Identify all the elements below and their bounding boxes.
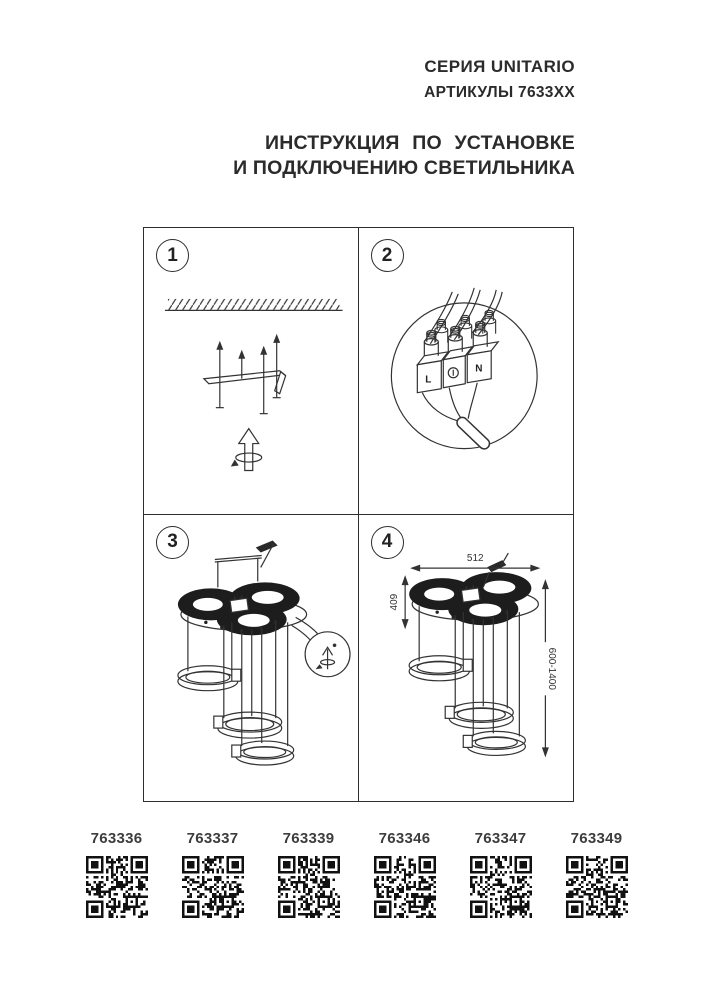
article-number: 763346 (378, 830, 431, 847)
qr-code (566, 856, 628, 918)
article-number: 763336 (90, 830, 143, 847)
qr-item (469, 830, 532, 918)
qr-code (86, 856, 148, 918)
series-name: СЕРИЯ UNITARIO (424, 57, 575, 76)
qr-item (565, 830, 628, 918)
qr-code (278, 856, 340, 918)
step-number: 1 (167, 244, 178, 266)
step-number-badge (156, 526, 189, 559)
cable-icon (422, 383, 484, 444)
instruction-grid (143, 227, 574, 802)
mounting-bracket-icon (204, 334, 286, 414)
qr-item (373, 830, 436, 918)
step-number-badge (371, 239, 404, 272)
qr-row (85, 830, 628, 918)
dimension-suspension-range (541, 579, 556, 757)
dimension-width (410, 553, 540, 572)
article-number: 763347 (474, 830, 527, 847)
chandelier-drawing (178, 582, 307, 765)
qr-item (181, 830, 244, 918)
qr-code (374, 856, 436, 918)
step-cell-3 (144, 515, 359, 802)
dimension-canopy-drop (389, 575, 409, 629)
step-cell-4 (359, 515, 574, 802)
dimension-width-value: 512 (466, 552, 484, 564)
terminal-block-icon (417, 310, 498, 392)
dimension-canopy-drop-value: 409 (388, 593, 400, 610)
qr-item (277, 830, 340, 918)
dimension-suspension-range-value: 600-1400 (545, 647, 557, 690)
bracket-lines-icon (215, 540, 278, 587)
articles-code: АРТИКУЛЫ 7633XX (424, 84, 575, 101)
screw-rotation-arrow-icon (231, 429, 262, 471)
qr-code (182, 856, 244, 918)
callout-balloon-icon (292, 617, 350, 676)
terminal-label-neutral: N (474, 363, 482, 375)
ceiling-hatch-icon (165, 299, 343, 310)
article-number: 763337 (186, 830, 239, 847)
page-title (233, 131, 575, 181)
chandelier-drawing (409, 572, 538, 755)
step-cell-2 (359, 228, 574, 515)
page-title-line2: И ПОДКЛЮЧЕНИЮ СВЕТИЛЬНИКА (233, 157, 575, 179)
article-number: 763339 (282, 830, 335, 847)
qr-item (85, 830, 148, 918)
step-cell-1 (144, 228, 359, 515)
page-title-line1: ИНСТРУКЦИЯ ПО УСТАНОВКЕ (264, 132, 575, 154)
step-number-badge (156, 239, 189, 272)
step-number-badge (371, 526, 404, 559)
article-number: 763349 (570, 830, 623, 847)
terminal-label-live: L (424, 374, 431, 386)
step-number: 3 (167, 531, 178, 552)
step-number: 4 (381, 531, 393, 552)
qr-code (470, 856, 532, 918)
step-number: 2 (381, 244, 393, 266)
brand-block (424, 57, 575, 102)
